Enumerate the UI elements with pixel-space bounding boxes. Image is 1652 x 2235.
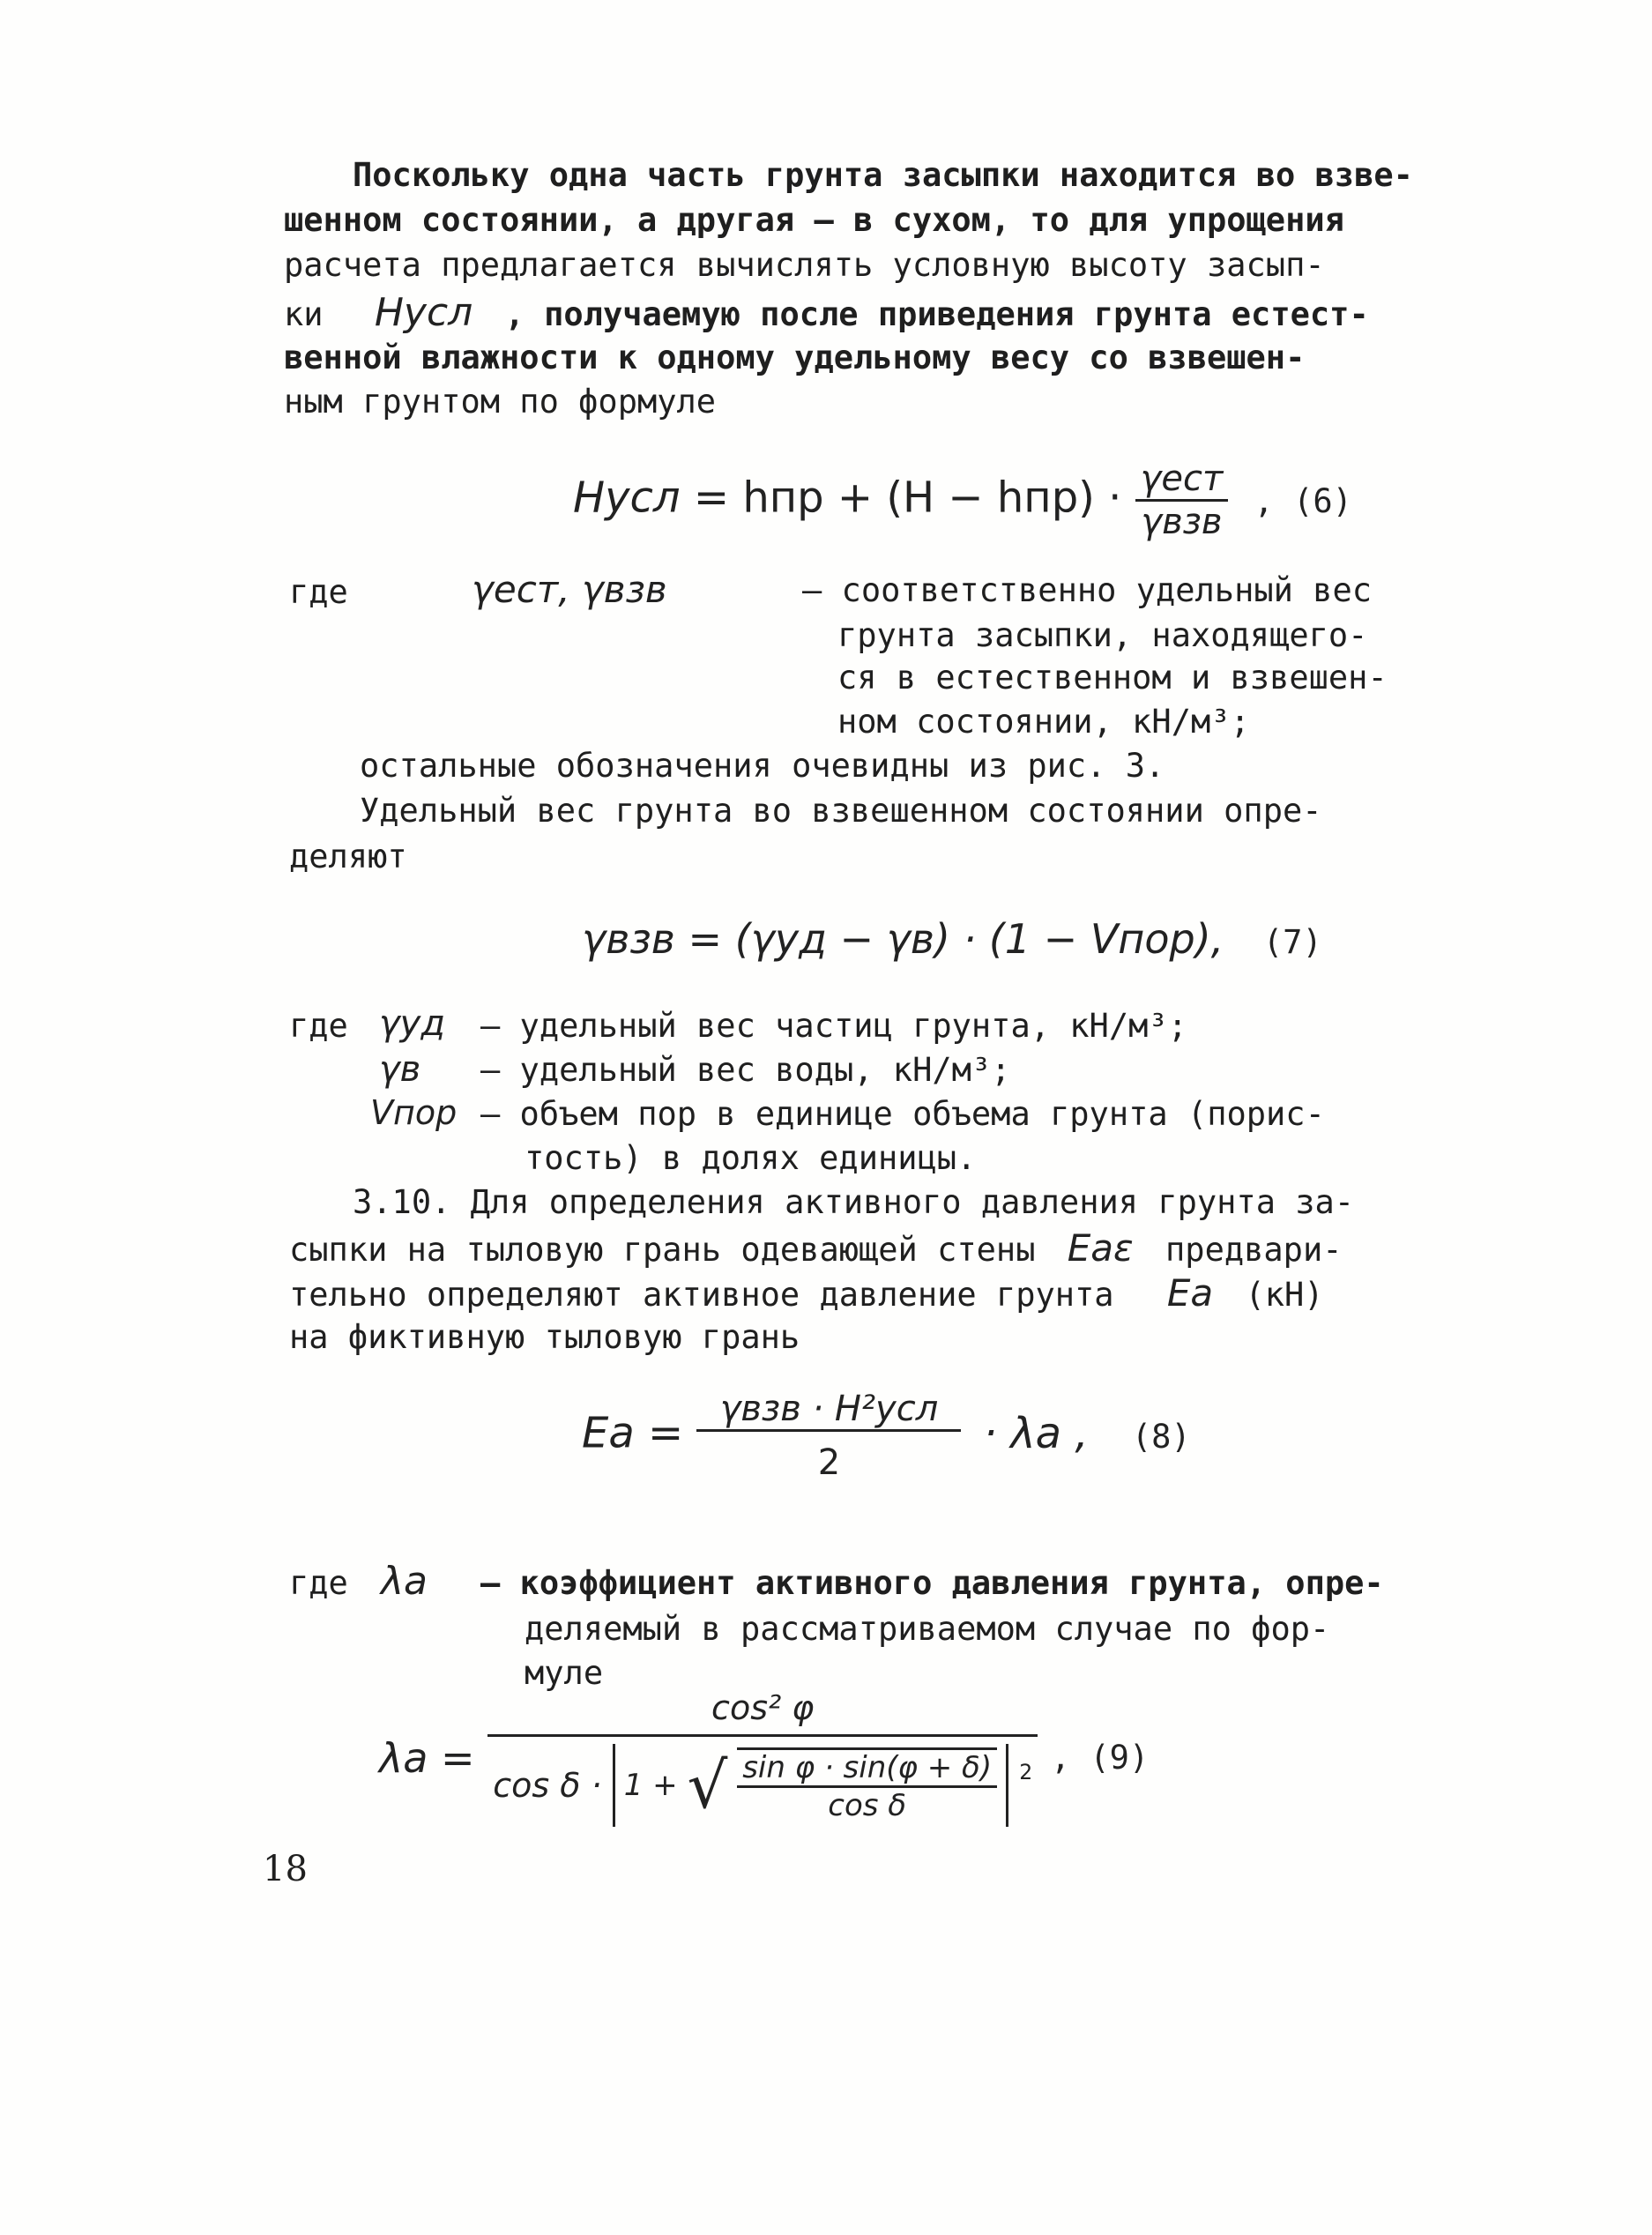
text-line: венной влажности к одному удельному весу со взвешен-	[284, 339, 1306, 376]
symbol-gamma-v: γв	[379, 1049, 421, 1090]
text-fragment: предвари-	[1165, 1231, 1343, 1269]
eq6-fraction	[1135, 458, 1229, 542]
symbol-e-a: Ea	[1166, 1271, 1214, 1315]
eq9-den-inner: 1 +	[623, 1768, 678, 1803]
eq9-denominator	[487, 1734, 1038, 1827]
eq8-tail: · λа ,	[983, 1408, 1089, 1458]
text-line: остальные обозначения очевидны из рис. 3.	[360, 747, 1165, 785]
text-line	[289, 1272, 1324, 1316]
eq8-numerator: γвзв · H²усл	[719, 1389, 939, 1429]
text-line: на фиктивную тыловую грань	[289, 1318, 800, 1356]
text-line	[289, 1227, 1343, 1271]
text-line: муле	[525, 1654, 604, 1692]
eq9-lhs: λа =	[379, 1733, 475, 1782]
equation-8	[582, 1389, 1191, 1483]
eq9-numerator: cos² φ	[711, 1688, 815, 1727]
eq9-sqrt-den: cos δ	[737, 1785, 997, 1823]
where-label: где	[289, 1007, 348, 1045]
eq8-fraction	[696, 1389, 961, 1483]
eq8-denominator: 2	[696, 1429, 961, 1483]
eq6-rhs: = hпр + (H − hпр) ·	[693, 473, 1122, 523]
equation-9	[379, 1688, 1149, 1827]
text-line: ся в естественном и взвешен-	[837, 659, 1388, 697]
symbol-e-a-eps: Eaε	[1067, 1226, 1134, 1270]
symbol-lambda-a: λа	[381, 1559, 428, 1604]
page-number: 18	[263, 1849, 308, 1889]
text-line: расчета предлагается вычислять условную высоту засып-	[284, 246, 1325, 284]
text-line: шенном состоянии, а другая – в сухом, то для упрощения	[284, 201, 1344, 239]
eq6-number: , (6)	[1254, 481, 1352, 520]
equation-6	[573, 458, 1352, 542]
text-line: Удельный вес грунта во взвешенном состоянии опре-	[360, 792, 1322, 830]
text-line	[284, 292, 1369, 336]
text-line: ным грунтом по формуле	[284, 383, 717, 421]
eq7-text: γвзв = (γуд − γв) · (1 − Vпор),	[582, 915, 1224, 963]
eq8-lhs: Eа =	[582, 1408, 684, 1458]
symbol-h-usl: Hусл	[374, 290, 473, 335]
eq9-den-left: cos δ ·	[493, 1766, 602, 1805]
eq9-number: , (9)	[1050, 1739, 1150, 1777]
text-fragment: сыпки на тыловую грань одевающей стены	[289, 1231, 1036, 1269]
sqrt-symbol: √	[687, 1748, 728, 1822]
text-line: – соответственно удельный вес	[802, 571, 1373, 609]
text-fragment: ки	[284, 295, 324, 333]
eq8-number: (8)	[1131, 1417, 1191, 1456]
text-line: Поскольку одна часть грунта засыпки находится во взве-	[353, 156, 1413, 194]
where-label: где	[289, 1564, 348, 1602]
text-line: ном состоянии, кН/м³;	[837, 703, 1250, 741]
text-line: – удельный вес воды, кН/м³;	[480, 1051, 1011, 1089]
eq6-numerator: γест	[1140, 458, 1224, 499]
text-line: деляют	[289, 838, 407, 875]
eq6-denominator: γвзв	[1135, 499, 1229, 542]
eq6-lhs: Hусл	[573, 473, 681, 523]
text-line: – объем пор в единице объема грунта (порис-	[480, 1095, 1325, 1133]
where-label: где	[289, 573, 348, 611]
eq9-fraction	[487, 1688, 1038, 1827]
symbol-gamma-ud: γуд	[379, 1003, 445, 1044]
text-fragment: (кН)	[1245, 1276, 1324, 1314]
text-line: грунта засыпки, находящего-	[837, 616, 1368, 654]
equation-7	[582, 915, 1322, 963]
eq9-bracket	[613, 1744, 1008, 1827]
text-line: 3.10. Для определения активного давления грунта за-	[353, 1183, 1355, 1221]
eq7-number: (7)	[1262, 923, 1322, 961]
eq9-sqrt-num: sin φ · sin(φ + δ)	[742, 1750, 993, 1785]
text-fragment: тельно определяют активное давление грунта	[289, 1276, 1114, 1314]
text-line: деляемый в рассматриваемом случае по фор-	[525, 1610, 1330, 1648]
where6-symbols: γест, γвзв	[472, 568, 667, 611]
text-line: тость) в долях единицы.	[525, 1139, 977, 1177]
symbol-v-por: Vпор	[370, 1093, 458, 1132]
text-line: – коэффициент активного давления грунта, опре-	[480, 1564, 1384, 1602]
text-line: – удельный вес частиц грунта, кН/м³;	[480, 1007, 1187, 1045]
text-fragment: , получаемую после приведения грунта естест-	[504, 295, 1369, 333]
eq9-exponent: 2	[1019, 1759, 1033, 1784]
eq9-sqrt-fraction	[737, 1747, 997, 1823]
